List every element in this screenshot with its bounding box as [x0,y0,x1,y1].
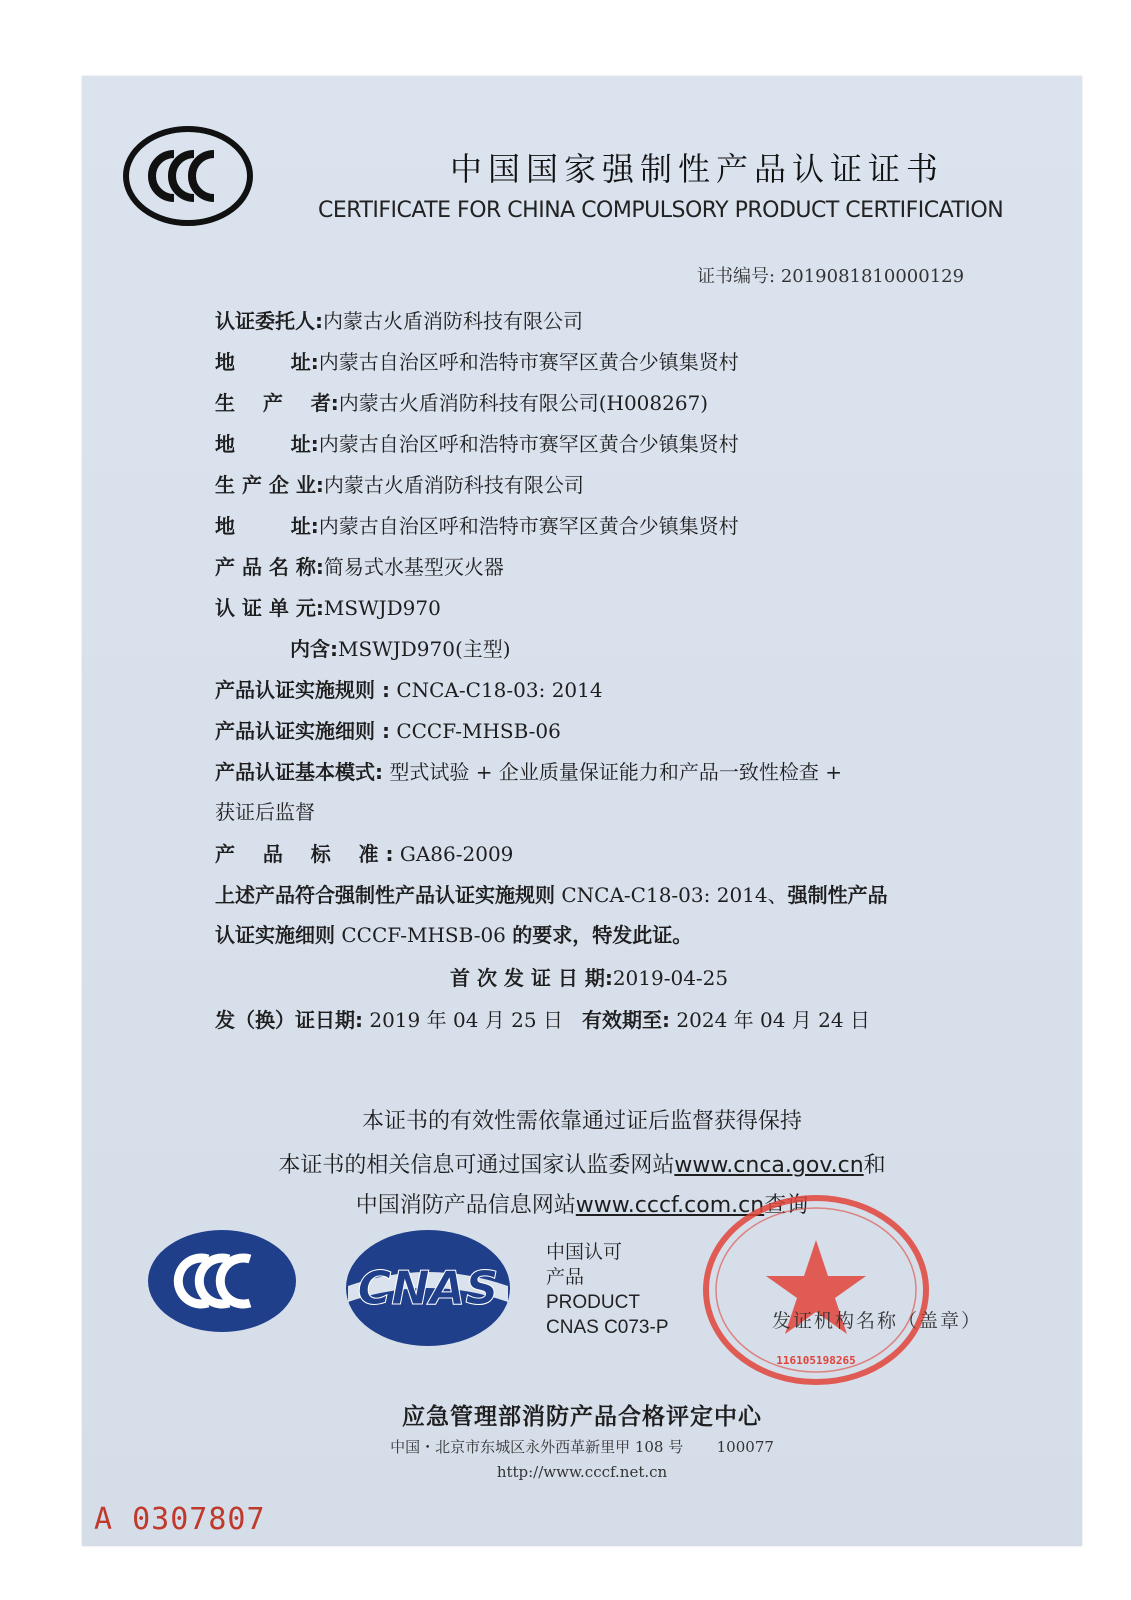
standard-value: GA86-2009 [399,842,514,866]
cert-no-label: 证书编号: [697,266,776,287]
cnas-caption-cn1: 中国认可 [546,1242,623,1263]
applicant-address-row [215,346,739,375]
rule-label: 产品认证实施规则 : [215,678,390,702]
notice-line-2 [82,1148,1082,1179]
product-name-label: 产 品 名 称: [215,555,324,579]
manufacturer-address-value: 内蒙古自治区呼和浩特市赛罕区黄合少镇集贤村 [318,432,739,456]
valid-label: 有效期至: [582,1008,671,1032]
certificate-number [697,262,964,288]
cnas-logo-text: CNAS [357,1261,499,1315]
statement-rule-code: CNCA-C18-03: 2014、 [561,883,788,907]
manufacturer-row [215,387,708,416]
cnca-link[interactable]: www.cnca.gov.cn [674,1153,864,1178]
issuer-website[interactable]: http://www.cccf.net.cn [496,1463,668,1481]
issue-label: 发（换）证日期: [215,1008,363,1032]
cnas-caption-en1: PRODUCT [546,1292,640,1313]
mode-value: 型式试验 + 企业质量保证能力和产品一致性检查 + [389,760,842,784]
ccc-blue-logo [146,1228,298,1338]
ccc-logo [122,126,254,230]
statement-text: 上述产品符合强制性产品认证实施规则 [215,883,555,907]
mode-label: 产品认证基本模式: [215,760,383,784]
issue-row [215,1004,870,1033]
standard-row [215,838,513,867]
issuer-sign-label: 发证机构名称（盖章） [772,1310,983,1332]
detail-label: 产品认证实施细则 : [215,719,390,743]
statement-line-1 [215,879,888,908]
factory-address-row [215,510,739,539]
standard-label: 产 品 标 准 : [215,842,394,866]
unit-value: MSWJD970 [323,596,441,620]
rule-value: CNCA-C18-03: 2014 [396,678,603,702]
title-cn: 中国国家强制性产品认证证书 [450,150,945,188]
title-en: CERTIFICATE FOR CHINA COMPULSORY PRODUCT CERTIFICATION [318,198,1004,223]
applicant-row [215,305,583,334]
first-issue-value: 2019-04-25 [612,966,729,990]
cccf-link[interactable]: www.cccf.com.cn [575,1193,765,1218]
first-issue-label: 首 次 发 证 日 期: [450,966,613,990]
applicant-label: 认证委托人: [215,309,323,333]
mode-row [215,756,842,785]
product-name-row [215,551,504,580]
detail-value: CCCF-MHSB-06 [396,719,561,743]
includes-label: 内含: [290,637,338,661]
notice-text: 本证书的相关信息可通过国家认监委网站 [278,1153,675,1178]
includes-value: MSWJD970(主型) [338,637,511,661]
notice-text: 和 [863,1153,886,1178]
factory-value: 内蒙古火盾消防科技有限公司 [323,473,584,497]
cnas-caption-cn2: 产品 [546,1267,585,1288]
address-label: 地 址: [215,432,319,456]
mode-cont-value: 获证后监督 [215,800,315,824]
applicant-address-value: 内蒙古自治区呼和浩特市赛罕区黄合少镇集贤村 [318,350,739,374]
issuer-address: 中国・北京市东城区永外西革新里甲 108 号 [390,1438,684,1456]
notice-text: 中国消防产品信息网站 [355,1193,576,1218]
cert-no-value: 2019081810000129 [780,266,965,287]
manufacturer-value: 内蒙古火盾消防科技有限公司(H008267) [338,391,709,415]
notice-line-1: 本证书的有效性需依靠通过证后监督获得保持 [361,1109,802,1134]
official-seal [700,1192,932,1392]
cnas-caption-en2: CNAS C073-P [546,1317,669,1338]
issue-value: 2019 年 04 月 25 日 [369,1008,563,1032]
serial-number: A 0307807 [94,1502,266,1537]
issuer-name: 应急管理部消防产品合格评定中心 [402,1404,762,1430]
notice-line-3 [82,1188,1082,1219]
applicant-value: 内蒙古火盾消防科技有限公司 [323,309,583,333]
seal-code: 116105198265 [776,1354,856,1367]
unit-row [215,592,441,621]
factory-row [215,469,584,498]
includes-row [290,633,511,662]
issuer-postcode: 100077 [716,1438,774,1456]
manufacturer-address-row [215,428,739,457]
statement-text: 的要求，特发此证。 [512,923,693,947]
address-label: 地 址: [215,514,319,538]
cnas-caption [546,1240,669,1340]
unit-label: 认 证 单 元: [215,596,324,620]
mode-cont-row [215,796,315,825]
factory-label: 生 产 企 业: [215,473,324,497]
statement-text: 认证实施细则 [215,923,335,947]
issuer-address-line [82,1436,1082,1457]
statement-line-2 [215,919,692,948]
manufacturer-label: 生 产 者: [215,391,339,415]
notice-text: 查询 [764,1193,809,1218]
first-issue-row [450,962,728,991]
detail-row [215,715,561,744]
valid-value: 2024 年 04 月 24 日 [676,1008,870,1032]
statement-detail-code: CCCF-MHSB-06 [341,923,506,947]
product-name-value: 简易式水基型灭火器 [323,555,504,579]
rule-row [215,674,603,703]
cnas-logo [344,1228,512,1352]
address-label: 地 址: [215,350,319,374]
statement-text: 强制性产品 [787,883,888,907]
factory-address-value: 内蒙古自治区呼和浩特市赛罕区黄合少镇集贤村 [318,514,739,538]
